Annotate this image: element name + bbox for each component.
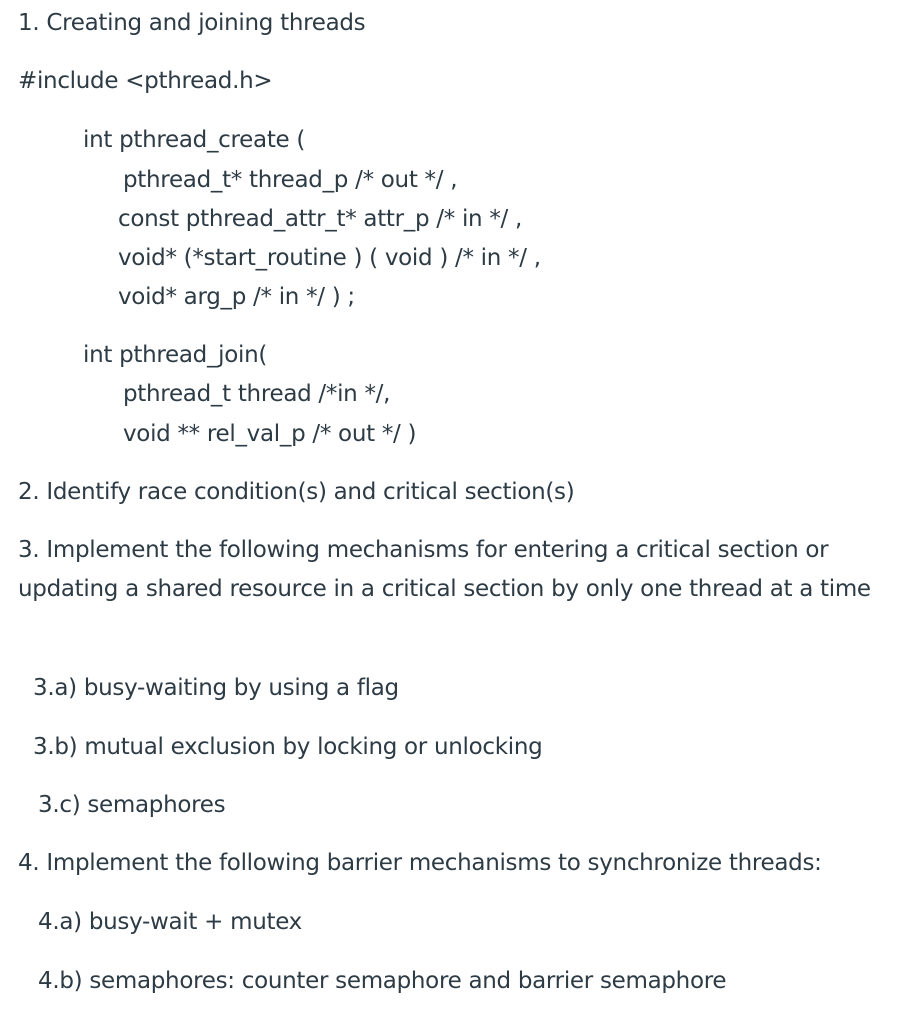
section-4-heading: 4. Implement the following barrier mechanisms to synchronize threads: <box>18 850 822 876</box>
section-2-heading: 2. Identify race condition(s) and critical section(s) <box>18 479 575 505</box>
section-4-item-b: 4.b) semaphores: counter semaphore and barrier semaphore <box>38 968 727 994</box>
section-3-item-c: 3.c) semaphores <box>38 792 226 818</box>
include-directive: #include <pthread.h> <box>18 68 273 94</box>
pthread-create-param-attr: const pthread_attr_t* attr_p /* in */ , <box>118 206 523 232</box>
pthread-join-param-thread: pthread_t thread /*in */, <box>123 381 391 407</box>
pthread-create-param-thread: pthread_t* thread_p /* out */ , <box>123 167 458 193</box>
section-4-item-a: 4.a) busy-wait + mutex <box>38 909 302 935</box>
section-1-heading: 1. Creating and joining threads <box>18 10 366 36</box>
section-3-heading: 3. Implement the following mechanisms for entering a critical section or updating a shared resource in a critical section by only one thread at a time <box>18 537 871 602</box>
pthread-join-signature: int pthread_join( <box>83 342 268 368</box>
section-3-item-b: 3.b) mutual exclusion by locking or unlocking <box>33 734 543 760</box>
section-3-item-a: 3.a) busy-waiting by using a flag <box>33 675 399 701</box>
pthread-create-param-start-routine: void* (*start_routine ) ( void ) /* in */ , <box>118 245 541 271</box>
pthread-create-signature: int pthread_create ( <box>83 127 306 153</box>
pthread-join-param-rel-val: void ** rel_val_p /* out */ ) <box>123 421 417 447</box>
pthread-create-param-arg: void* arg_p /* in */ ) ; <box>118 284 355 310</box>
